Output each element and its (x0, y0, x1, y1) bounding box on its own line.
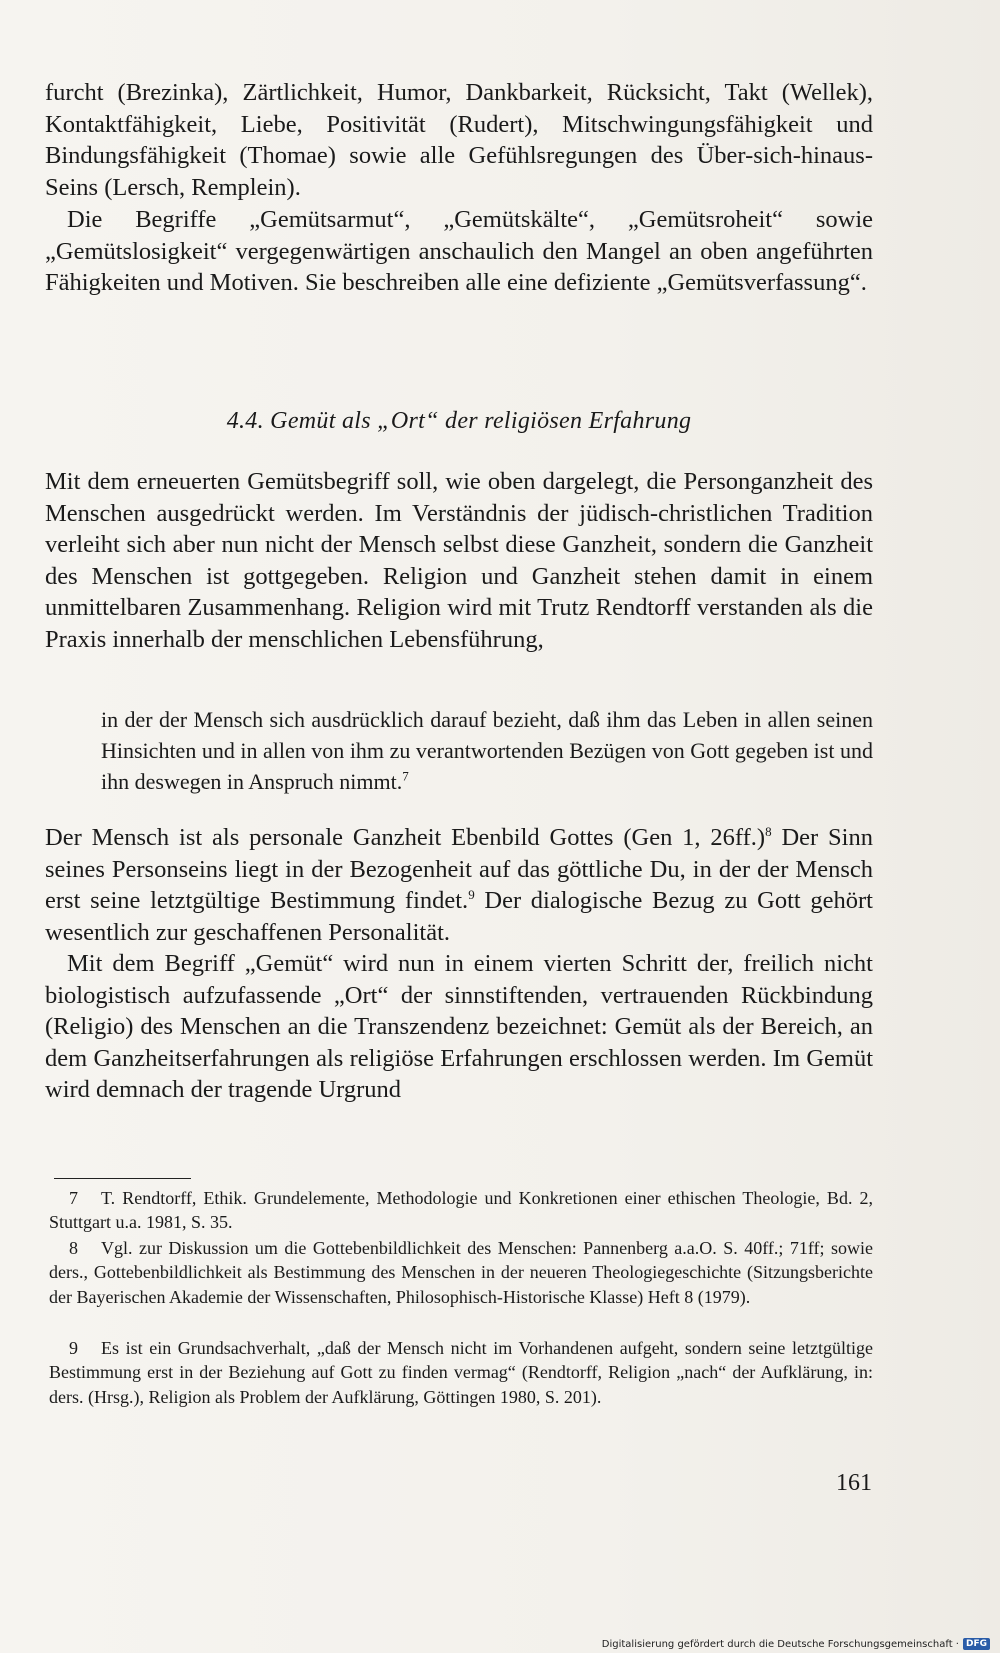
body-paragraph-3: Mit dem erneuerten Gemütsbegriff soll, wie oben dargelegt, die Personganzheit des Menschen ausgedrückt werden. Im Verständnis der jüdisch-christlichen Tradition verleiht sich aber nun nicht der Mensch selbst diese Ganzheit, sondern die Ganzheit des Menschen ist gottgegeben. Religion und Ganzheit stehen damit in einem unmittelbaren Zusammenhang. Religion wird mit Trutz Rendtorff verstanden als die Praxis innerhalb der menschlichen Lebensführung, (45, 468, 873, 653)
footnote-text: T. Rendtorff, Ethik. Grundelemente, Methodologie und Konkretionen einer ethischen Theologie, Bd. 2, Stuttgart u.a. 1981, S. 35. (49, 1188, 873, 1233)
footnote-divider (54, 1178, 191, 1179)
body-paragraph-2: Die Begriffe „Gemütsarmut“, „Gemütskälte“, „Gemütsroheit“ sowie „Gemütslosigkeit“ vergegenwärtigen anschaulich den Mangel an oben angeführten Fähigkeiten und Motiven. Sie beschreiben alle eine defiziente „Gemütsverfassung“. (45, 206, 873, 297)
footnote-text: Es ist ein Grundsachverhalt, „daß der Mensch nicht im Vorhandenen aufgeht, sondern seine letztgültige Bestimmung erst in der Beziehung auf Gott zu finden vermag“ (Rendtorff, Religion „nach“ der Aufklärung, in: ders. (Hrsg.), Religion als Problem der Aufklärung, Göttingen 1980, S. 201). (49, 1338, 873, 1407)
footnote-number: 7 (69, 1188, 78, 1208)
dfg-logo-icon: DFG (963, 1638, 990, 1650)
body-paragraph-4-part-c: Der dialogische Bezug zu Gott gehört wesentlich zur geschaffenen Personalität. (45, 887, 873, 946)
footnote-text: Vgl. zur Diskussion um die Gottebenbildlichkeit des Menschen: Pannenberg a.a.O. S. 40ff.; 71ff; sowie ders., Gottebenbildlichkeit als Bestimmung des Menschen in der neueren Theologiegeschichte (Sitzungsberichte der Bayerischen Akademie der Wissenschaften, Philosophisch-Historische Klasse) Heft 8 (1979). (49, 1238, 873, 1307)
block-quote (101, 705, 873, 797)
page-number: 161 (836, 1470, 872, 1496)
credit-text: Digitalisierung gefördert durch die Deutsche Forschungsgemeinschaft · (601, 1638, 959, 1650)
footnote-number: 8 (69, 1238, 78, 1258)
footnote-ref-9: 9 (468, 887, 475, 903)
digitization-credit (602, 1638, 990, 1650)
footnote-9 (49, 1336, 873, 1409)
footnote-8 (49, 1236, 873, 1309)
section-heading: 4.4. Gemüt als „Ort“ der religiösen Erfahrung (226, 408, 692, 434)
body-paragraph-4-part-b: Der Sinn seines Personseins liegt in der Bezogenheit auf das göttliche Du, in der der Mensch erst seine letztgültige Bestimmung findet. (45, 824, 873, 915)
body-paragraph-5: Mit dem Begriff „Gemüt“ wird nun in einem vierten Schritt der, freilich nicht biologistisch aufzufassende „Ort“ der sinnstiftenden, vertrauenden Rückbindung (Religio) des Menschen an die Transzendenz bezeichnet: Gemüt als der Bereich, an dem Ganzheitserfahrungen als religiöse Erfahrungen erschlossen werden. Im Gemüt wird demnach der tragende Urgrund (45, 950, 873, 1104)
body-paragraph-4-part-a: Der Mensch ist als personale Ganzheit Ebenbild Gottes (Gen 1, 26ff.) (45, 824, 766, 851)
block-quote-text: in der der Mensch sich ausdrücklich darauf bezieht, daß ihm das Leben in allen seinen Hinsichten und in allen von ihm zu verantwortenden Bezügen von Gott gegeben ist und ihn deswegen in Anspruch nimmt. (101, 707, 873, 794)
footnote-number: 9 (69, 1338, 78, 1358)
body-paragraph-4 (45, 822, 873, 948)
body-paragraph-1: furcht (Brezinka), Zärtlichkeit, Humor, Dankbarkeit, Rücksicht, Takt (Wellek), Kontaktfähigkeit, Liebe, Positivität (Rudert), Mitschwingungsfähigkeit und Bindungsfähigkeit (Thomae) sowie alle Gefühlsregungen des Über-sich-hinaus- Seins (Lersch, Remplein). (45, 79, 873, 201)
footnote-ref-8: 8 (765, 823, 772, 839)
footnote-7 (49, 1186, 873, 1235)
footnote-ref-7: 7 (402, 768, 409, 784)
